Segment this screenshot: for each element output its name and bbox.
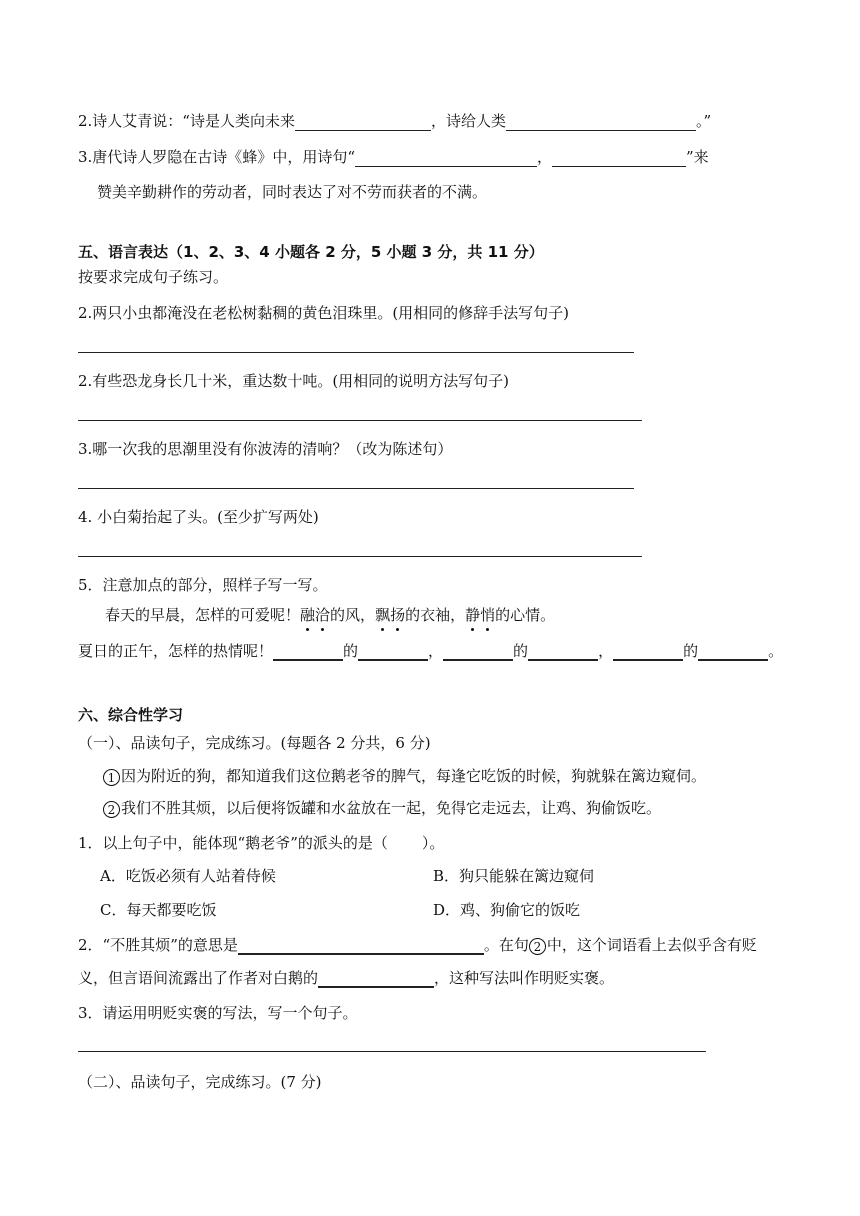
dotted-char: 静 xyxy=(465,606,481,624)
imitation-sentence xyxy=(78,641,783,661)
choice-question-1 xyxy=(78,833,444,853)
answer-line[interactable] xyxy=(78,1051,706,1052)
answer-blank[interactable] xyxy=(238,937,484,955)
question-text: 中，这个词语看上去似乎含有贬 xyxy=(546,936,757,954)
question-2-line-2 xyxy=(78,968,614,988)
question-text: 义，但言语间流露出了作者对白鹅的 xyxy=(78,969,319,987)
question-text: ，诗给人类 xyxy=(430,112,506,130)
answer-blank[interactable] xyxy=(506,114,696,131)
imitation-text: 。 xyxy=(768,642,784,660)
question-text: ，这种写法叫作明贬实褒。 xyxy=(434,969,615,987)
sentence-question-4: 4. 小白菊抬起了头。(至少扩写两处) xyxy=(78,508,319,526)
sentence-text: 我们不胜其烦，以后便将饭罐和水盆放在一起，免得它走远去，让鸡、狗偷饭吃。 xyxy=(121,799,662,817)
dotted-char: 洽 xyxy=(315,606,331,624)
question-text: ， xyxy=(536,148,552,166)
question-text: 2．“不胜其烦”的意思是 xyxy=(78,936,238,954)
dotted-char: 飘 xyxy=(375,606,391,624)
answer-line[interactable] xyxy=(78,556,642,557)
imitation-text: ， xyxy=(428,642,444,660)
fill-in-question-3-cont: 赞美辛勤耕作的劳动者，同时表达了对不劳而获者的不满。 xyxy=(97,183,488,201)
section-5-instruction: 按要求完成句子练习。 xyxy=(78,268,229,286)
example-text: 的心情。 xyxy=(495,606,556,624)
sentence-question-3: 3.哪一次我的思潮里没有你波涛的清响？（改为陈述句） xyxy=(78,440,453,458)
sentence-question-1: 2.两只小虫都淹没在老松树黏稠的黄色泪珠里。(用相同的修辞手法写句子) xyxy=(78,304,570,322)
sentence-question-5: 5．注意加点的部分，照样子写一写。 xyxy=(78,576,328,594)
question-text: ”来 xyxy=(686,148,709,166)
imitation-text: 的 xyxy=(513,642,529,660)
question-text: 。在句 xyxy=(483,936,529,954)
option-b[interactable]: B．狗只能躲在篱边窥伺 xyxy=(433,867,595,885)
option-c[interactable]: C．每天都要吃饭 xyxy=(100,901,217,919)
section-5-title: 五、语言表达（1、2、3、4 小题各 2 分，5 小题 3 分，共 11 分） xyxy=(78,243,544,261)
answer-blank[interactable] xyxy=(295,114,431,131)
option-d[interactable]: D．鸡、狗偷它的饭吃 xyxy=(433,901,581,919)
part-1-heading: （一）、品读句子，完成练习。(每题各 2 分共，6 分) xyxy=(78,734,431,752)
imitation-text: ， xyxy=(598,642,614,660)
circled-number-2: 2 xyxy=(529,938,546,955)
answer-blank[interactable] xyxy=(698,643,768,661)
answer-line[interactable] xyxy=(78,420,642,421)
answer-blank[interactable] xyxy=(355,150,537,167)
question-text: ）。 xyxy=(421,834,445,852)
question-text: 1．以上句子中，能体现“鹅老爷”的派头的是（ xyxy=(78,834,388,852)
question-text: 。” xyxy=(696,112,712,130)
answer-blank[interactable] xyxy=(613,643,683,661)
answer-blank[interactable] xyxy=(318,970,434,988)
sentence-question-2: 2.有些恐龙身长几十米，重达数十吨。(用相同的说明方法写句子) xyxy=(78,372,510,390)
fill-in-question-3 xyxy=(78,147,709,167)
example-sentence xyxy=(105,605,555,625)
section-6-title: 六、综合性学习 xyxy=(78,706,184,724)
imitation-text: 夏日的正午，怎样的热情呢！ xyxy=(78,642,274,660)
quoted-sentence-1 xyxy=(103,766,706,786)
answer-blank[interactable] xyxy=(273,643,343,661)
example-text: 的风， xyxy=(330,606,376,624)
dotted-char: 扬 xyxy=(390,606,406,624)
dotted-char: 融 xyxy=(300,606,316,624)
question-3: 3．请运用明贬实褒的写法，写一个句子。 xyxy=(78,1004,358,1022)
circled-number-2: 2 xyxy=(103,801,120,818)
question-text: 2.诗人艾青说：“诗是人类向未来 xyxy=(78,112,295,130)
answer-line[interactable] xyxy=(78,352,634,353)
example-text: 春天的早晨，怎样的可爱呢！ xyxy=(105,606,301,624)
fill-in-question-2 xyxy=(78,111,711,131)
answer-blank[interactable] xyxy=(358,643,428,661)
circled-number-1: 1 xyxy=(103,769,120,786)
answer-blank[interactable] xyxy=(552,150,686,167)
imitation-text: 的 xyxy=(683,642,699,660)
option-a[interactable]: A．吃饭必须有人站着侍候 xyxy=(100,867,276,885)
imitation-text: 的 xyxy=(343,642,359,660)
part-2-heading: （二）、品读句子，完成练习。(7 分) xyxy=(78,1073,322,1091)
answer-blank[interactable] xyxy=(528,643,598,661)
sentence-text: 因为附近的狗，都知道我们这位鹅老爷的脾气，每逢它吃饭的时候，狗就躲在篱边窥伺。 xyxy=(121,767,707,785)
answer-blank[interactable] xyxy=(443,643,513,661)
question-text: 3.唐代诗人罗隐在古诗《蜂》中，用诗句“ xyxy=(78,148,355,166)
quoted-sentence-2 xyxy=(103,798,661,818)
question-2-line-1 xyxy=(78,935,757,955)
example-text: 的衣袖， xyxy=(405,606,466,624)
answer-line[interactable] xyxy=(78,488,634,489)
dotted-char: 悄 xyxy=(480,606,496,624)
